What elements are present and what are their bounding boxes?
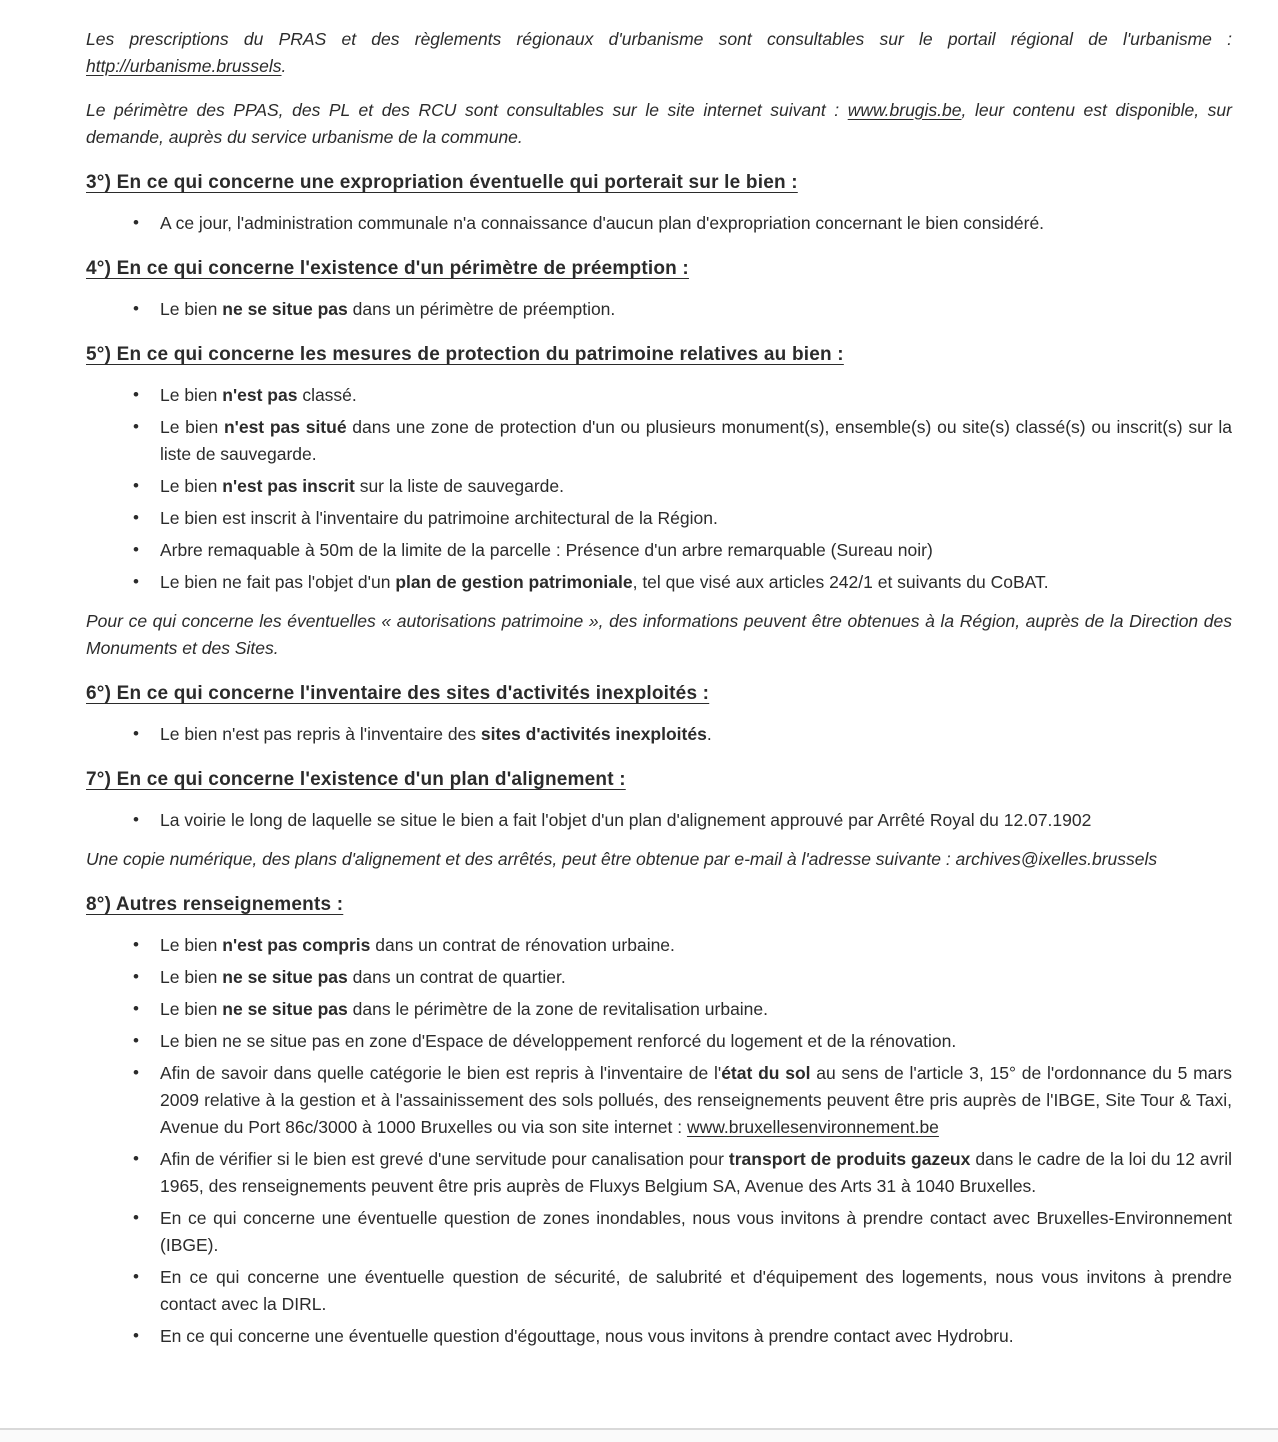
list-item [127, 964, 1232, 991]
bold-text-segment: sites d'activités inexploités [480, 724, 707, 744]
bullet-marker-icon: • [133, 935, 139, 954]
document-body [86, 26, 1232, 1350]
bold-text-segment: n'est pas situé [223, 417, 347, 437]
list-item [127, 569, 1232, 596]
bold-text-segment: ne se situe pas [222, 967, 348, 987]
section-8-bullets [86, 932, 1232, 1350]
bullet-marker-icon: • [133, 476, 139, 495]
text-segment: Les prescriptions du PRAS et des règlements régionaux d'urbanisme sont consultables sur le portail régional de l'urbanisme : [86, 29, 1232, 49]
bullet-marker-icon: • [133, 1208, 139, 1227]
text-segment: En ce qui concerne une éventuelle question d'égouttage, nous vous invitons à prendre contact avec Hydrobru. [160, 1326, 1014, 1346]
list-item [127, 932, 1232, 959]
text-segment: Une copie numérique, des plans d'alignement et des arrêtés, peut être obtenue par e-mail à l'adresse suivante : archives@ixelles.brussels [86, 849, 1158, 869]
bullet-marker-icon: • [133, 1063, 139, 1082]
bullet-marker-icon: • [133, 417, 139, 436]
section-4-bullets [86, 296, 1232, 323]
section-7-bullets [86, 807, 1232, 834]
text-segment: sur la liste de sauvegarde. [354, 476, 564, 496]
bullet-marker-icon: • [133, 508, 139, 527]
doc-link: www.brugis.be [847, 100, 962, 120]
text-segment: Le bien [160, 417, 224, 437]
bold-text-segment: transport de produits gazeux [728, 1149, 971, 1169]
text-segment: dans un périmètre de préemption. [347, 299, 616, 319]
bullet-marker-icon: • [133, 540, 139, 559]
bullet-marker-icon: • [133, 1326, 139, 1345]
bullet-marker-icon: • [133, 299, 139, 318]
text-segment: , tel que visé aux articles 242/1 et suivants du CoBAT. [632, 572, 1049, 592]
bold-text-segment: ne se situe pas [222, 999, 348, 1019]
list-item [127, 505, 1232, 532]
text-segment: , leur contenu est disponible, sur demande, auprès du service urbanisme de la commune. [86, 100, 1232, 147]
list-item [127, 807, 1232, 834]
text-segment: Le bien [160, 935, 223, 955]
text-segment: Le périmètre des PPAS, des PL et des RCU sont consultables sur le site internet suivant : [86, 100, 848, 120]
bullet-marker-icon: • [133, 213, 139, 232]
text-segment: dans le cadre de la loi du 12 avril 1965, des renseignements peuvent être pris auprès de Fluxys Belgium SA, Avenue des Arts 31 à 1040 Bruxelles. [160, 1149, 1233, 1196]
text-segment: Le bien n'est pas repris à l'inventaire des [160, 724, 481, 744]
intro-pras-paragraph [86, 26, 1232, 80]
text-segment: Arbre remaquable à 50m de la limite de la parcelle : Présence d'un arbre remarquable (Sureau noir) [160, 540, 933, 560]
bullet-marker-icon: • [133, 967, 139, 986]
text-segment: Le bien est inscrit à l'inventaire du patrimoine architectural de la Région. [160, 508, 718, 528]
text-segment: Le bien ne fait pas l'objet d'un [160, 572, 396, 592]
bullet-marker-icon: • [133, 385, 139, 404]
text-segment: Le bien [160, 967, 223, 987]
alignement-note [86, 846, 1232, 873]
section-7-alignement-heading: 7°) En ce qui concerne l'existence d'un plan d'alignement : [86, 769, 626, 790]
list-item [127, 382, 1232, 409]
bold-text-segment: n'est pas [222, 385, 298, 405]
text-segment: . [706, 724, 712, 744]
bold-text-segment: état du sol [721, 1063, 811, 1083]
list-item [127, 210, 1232, 237]
text-segment: Le bien [160, 385, 223, 405]
patrimoine-note [86, 608, 1232, 662]
section-5-bullets [86, 382, 1232, 596]
list-item [127, 1205, 1232, 1259]
section-6-sites-inexploites-heading: 6°) En ce qui concerne l'inventaire des sites d'activités inexploités : [86, 683, 710, 704]
text-segment: dans une zone de protection d'un ou plusieurs monument(s), ensemble(s) ou site(s) classé(s) ou inscrit(s) sur la liste de sauvegarde. [160, 417, 1232, 464]
text-segment: La voirie le long de laquelle se situe le bien a fait l'objet d'un plan d'alignement approuvé par Arrêté Royal du 12.07.1902 [160, 810, 1092, 830]
text-segment: A ce jour, l'administration communale n'a connaissance d'aucun plan d'expropriation concernant le bien considéré. [160, 213, 1045, 233]
doc-link: http://urbanisme.brussels [86, 56, 282, 76]
section-3-bullets [86, 210, 1232, 237]
list-item [127, 996, 1232, 1023]
text-segment: En ce qui concerne une éventuelle question de sécurité, de salubrité et d'équipement des logements, nous vous invitons à prendre contact avec la DIRL. [160, 1267, 1232, 1314]
bullet-marker-icon: • [133, 1267, 139, 1286]
intro-ppas-paragraph [86, 97, 1232, 151]
doc-link: www.bruxellesenvironnement.be [686, 1117, 939, 1137]
section-5-patrimoine-heading: 5°) En ce qui concerne les mesures de protection du patrimoine relatives au bien : [86, 344, 844, 365]
text-segment: Le bien [160, 999, 223, 1019]
bullet-marker-icon: • [133, 724, 139, 743]
text-segment: En ce qui concerne une éventuelle question de zones inondables, nous vous invitons à prendre contact avec Bruxelles-Environnement (IBGE). [160, 1208, 1232, 1255]
text-segment: Le bien [160, 299, 223, 319]
bullet-marker-icon: • [133, 999, 139, 1018]
text-segment: Le bien ne se situe pas en zone d'Espace de développement renforcé du logement et de la rénovation. [160, 1031, 957, 1051]
text-segment: Afin de vérifier si le bien est grevé d'une servitude pour canalisation pour [160, 1149, 729, 1169]
list-item [127, 414, 1232, 468]
text-segment: dans le périmètre de la zone de revitalisation urbaine. [347, 999, 769, 1019]
list-item [127, 1028, 1232, 1055]
text-segment: au sens de l'article 3, 15° de l'ordonnance du 5 mars 2009 relative à la gestion et à l'assainissement des sols pollués, des renseignements peuvent être pris auprès de l'IBGE, Site Tour & Taxi, Avenue du Port 86c/3000 à 1000 Bruxelles ou via son site internet : [160, 1063, 1232, 1137]
list-item [127, 473, 1232, 500]
list-item [127, 1323, 1232, 1350]
section-6-bullets [86, 721, 1232, 748]
list-item [127, 537, 1232, 564]
bullet-marker-icon: • [133, 1031, 139, 1050]
bold-text-segment: n'est pas compris [222, 935, 371, 955]
list-item [127, 1060, 1232, 1141]
bold-text-segment: plan de gestion patrimoniale [395, 572, 633, 592]
bold-text-segment: n'est pas inscrit [222, 476, 355, 496]
text-segment: . [281, 56, 287, 76]
list-item [127, 296, 1232, 323]
text-segment: Pour ce qui concerne les éventuelles « autorisations patrimoine », des informations peuvent être obtenues à la Région, auprès de la Direction des Monuments et des Sites. [86, 611, 1232, 658]
bullet-marker-icon: • [133, 572, 139, 591]
list-item [127, 721, 1232, 748]
text-segment: dans un contrat de rénovation urbaine. [370, 935, 675, 955]
text-segment: dans un contrat de quartier. [347, 967, 566, 987]
section-4-preemption-heading: 4°) En ce qui concerne l'existence d'un périmètre de préemption : [86, 258, 689, 279]
list-item [127, 1146, 1232, 1200]
section-3-expropriation-heading: 3°) En ce qui concerne une expropriation éventuelle qui porterait sur le bien : [86, 172, 798, 193]
bullet-marker-icon: • [133, 1149, 139, 1168]
text-segment: classé. [297, 385, 357, 405]
text-segment: Afin de savoir dans quelle catégorie le bien est repris à l'inventaire de l' [160, 1063, 722, 1083]
section-8-autres-heading: 8°) Autres renseignements : [86, 894, 344, 915]
bold-text-segment: ne se situe pas [222, 299, 348, 319]
list-item [127, 1264, 1232, 1318]
text-segment: Le bien [160, 476, 223, 496]
bullet-marker-icon: • [133, 810, 139, 829]
